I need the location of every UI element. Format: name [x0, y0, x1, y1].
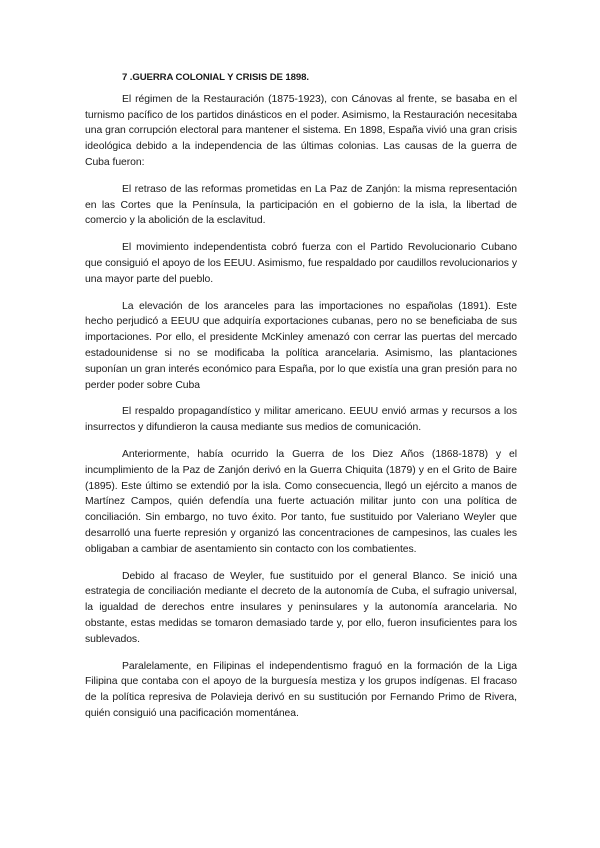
section-title: 7 .GUERRA COLONIAL Y CRISIS DE 1898.	[122, 72, 309, 83]
paragraph-philippines: Paralelamente, en Filipinas el independentismo fraguó en la formación de la Liga Filipina que contaba con el apoyo de la burguesía mestiza y los grupos indígenas. El fracaso de la política represiva de Polavieja derivó en su sustitución por Fernando Primo de Rivera, quién consiguió una pacificación momentánea.	[85, 660, 517, 719]
document-body	[85, 70, 517, 722]
paragraph-cause-independence-movement: El movimiento independentista cobró fuerza con el Partido Revolucionario Cubano que consiguió el apoyo de los EEUU. Asimismo, fue respaldado por caudillos revolucionarios y una mayor parte del pueblo.	[85, 242, 517, 285]
paragraph-cause-tariffs: La elevación de los aranceles para las importaciones no españolas (1891). Este hecho perjudicó a EEUU que adquiría exportaciones cubanas, pero no se beneficiaba de sus importaciones. Por ello, el presidente McKinley amenazó con cerrar las puertas del mercado estadounidense si no se modificaba la política arancelaria. Asimismo, las plantaciones suponían un gran interés económico para España, por lo que existía una gran presión para no perder poder sobre Cuba	[85, 300, 517, 391]
paragraph-intro: El régimen de la Restauración (1875-1923), con Cánovas al frente, se basaba en el turnismo pacífico de los partidos dinásticos en el poder. Asimismo, la Restauración necesitaba una gran corrupción electoral para mantener el sistema. En 1898, España vivió una gran crisis ideológica debido a la independencia de las últimas colonias. Las causas de la guerra de Cuba fueron:	[85, 93, 517, 168]
paragraph-general-blanco: Debido al fracaso de Weyler, fue sustituido por el general Blanco. Se inició una estrategia de conciliación mediante el decreto de la autonomía de Cuba, el sufragio universal, la igualdad de derechos entre insulares y peninsulares y la autonomía arancelaria. No obstante, estas medidas se tomaron demasiado tarde y, por ello, fueron insuficientes para los sublevados.	[85, 570, 517, 645]
paragraph-cause-reforms: El retraso de las reformas prometidas en La Paz de Zanjón: la misma representación en las Cortes que la Península, la participación en el gobierno de la isla, la libertad de comercio y la abolición de la esclavitud.	[85, 183, 517, 227]
paragraph-cause-us-support: El respaldo propagandístico y militar americano. EEUU envió armas y recursos a los insurrectos y difundieron la causa mediante sus medios de comunicación.	[85, 406, 517, 434]
paragraph-war-history: Anteriormente, había ocurrido la Guerra de los Diez Años (1868-1878) y el incumplimiento de la Paz de Zanjón derivó en la Guerra Chiquita (1879) y en el Grito de Baire (1895). Este último se extendió por la isla. Como consecuencia, llegó un ejército a manos de Martínez Campos, quién defendía una fuerte actuación militar junto con una política de conciliación. Sin embargo, no tuvo éxito. Por tanto, fue sustituido por Valeriano Weyler que desarrolló una fuerte represión y organizó las concentraciones de campesinos, las cuales les obligaban a cambiar de asentamiento sin contacto con los combatientes.	[85, 448, 517, 555]
